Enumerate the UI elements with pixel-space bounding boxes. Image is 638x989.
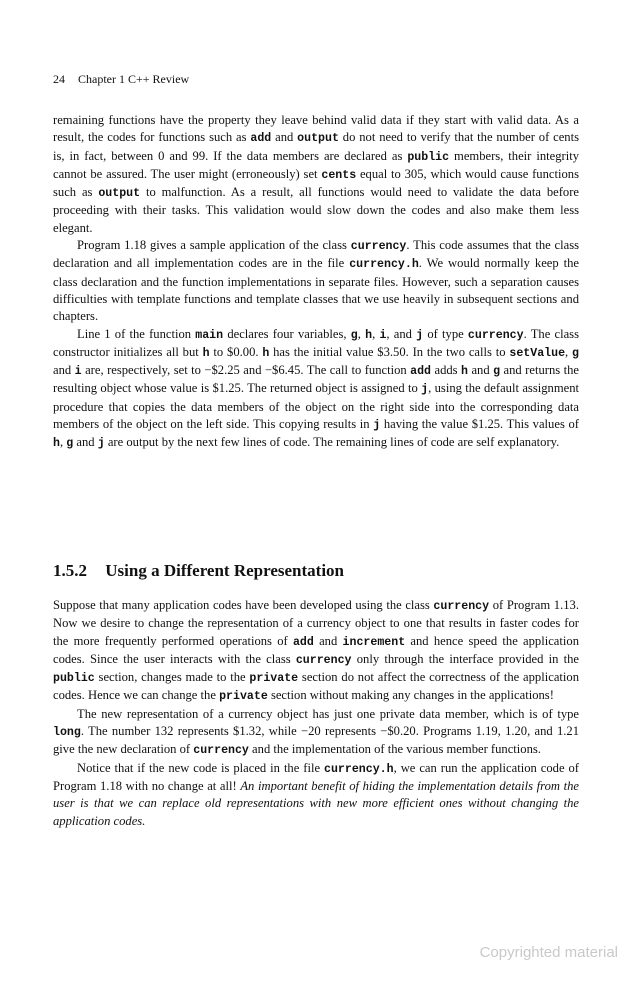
section-number: 1.5.2	[53, 561, 87, 580]
section-title: Using a Different Representation	[105, 561, 345, 580]
paragraph-1: remaining functions have the property they leave behind valid data if they start with valid data. As a result, the codes for functions such as add and output do not need to verify that the number of cents is, in fact, between 0 and 99. If the data members are declared as public members, their integrity cannot be assured. The user might (erroneously) set cents equal to 305, which would cause functions such as output to malfunction. As a result, all functions would need to validate the data before proceeding with their tasks. This validation would slow down the codes and also make them less elegant.	[53, 113, 580, 235]
emphasis-statement: An important benefit of hiding the implementation details from the user is that we can replace old representations with new more efficient ones without changing the application codes.	[53, 778, 579, 828]
section-heading	[53, 561, 344, 581]
page-number: 24	[53, 72, 65, 86]
page-header	[53, 72, 189, 87]
running-chapter-title: Chapter 1 C++ Review	[78, 72, 190, 86]
paragraph-6: Notice that if the new code is placed in the file currency.h, we can run the application code of Program 1.18 with no change at all! An important benefit of hiding the implementation details from the user is that we can replace old representations with new more efficient ones without changing the application codes.	[53, 760, 579, 828]
body-text-bottom	[53, 597, 579, 830]
copyright-watermark: Copyrighted material	[479, 944, 618, 961]
paragraph-2: Program 1.18 gives a sample application of the class currency. This code assumes that the class declaration and all implementation codes are in the file currency.h. We would normally keep the class declaration and the function implementations in separate files. However, such a separation causes difficulties with template functions and template classes that we use heavily in subsequent sections and chapters.	[53, 238, 579, 324]
paragraph-3: Line 1 of the function main declares four variables, g, h, i, and j of type currency. The class constructor initializes all but h to $0.00. h has the initial value $3.50. In the two calls to setValue, g and i are, respectively, set to −$2.25 and −$6.45. The call to function add adds h and g and returns the resulting object whose value is $1.25. The returned object is assigned to j, using the default assignment procedure that copies the data members of the object on the right side into the corresponding data members of the object on the left side. This copying results in j having the value $1.25. This values of h, g and j are output by the next few lines of code. The remaining lines of code are self explanatory.	[53, 326, 579, 451]
body-text-top	[53, 112, 579, 453]
paragraph-4: Suppose that many application codes have been developed using the class currency of Program 1.13. Now we desire to change the representation of a currency object to one that results in faster codes for the more frequently performed operations of add and increment and hence speed the application codes. Since the user interacts with the class currency only through the interface provided in the public section, changes made to the private section do not affect the correctness of the application codes. Hence we can change the private section without making any changes in the applications!	[53, 598, 579, 704]
paragraph-5: The new representation of a currency object has just one private data member, which is of type long. The number 132 represents $1.32, while −20 represents −$0.20. Programs 1.19, 1.20, and 1.21 give the new declaration of currency and the implementation of the various member functions.	[53, 706, 579, 758]
